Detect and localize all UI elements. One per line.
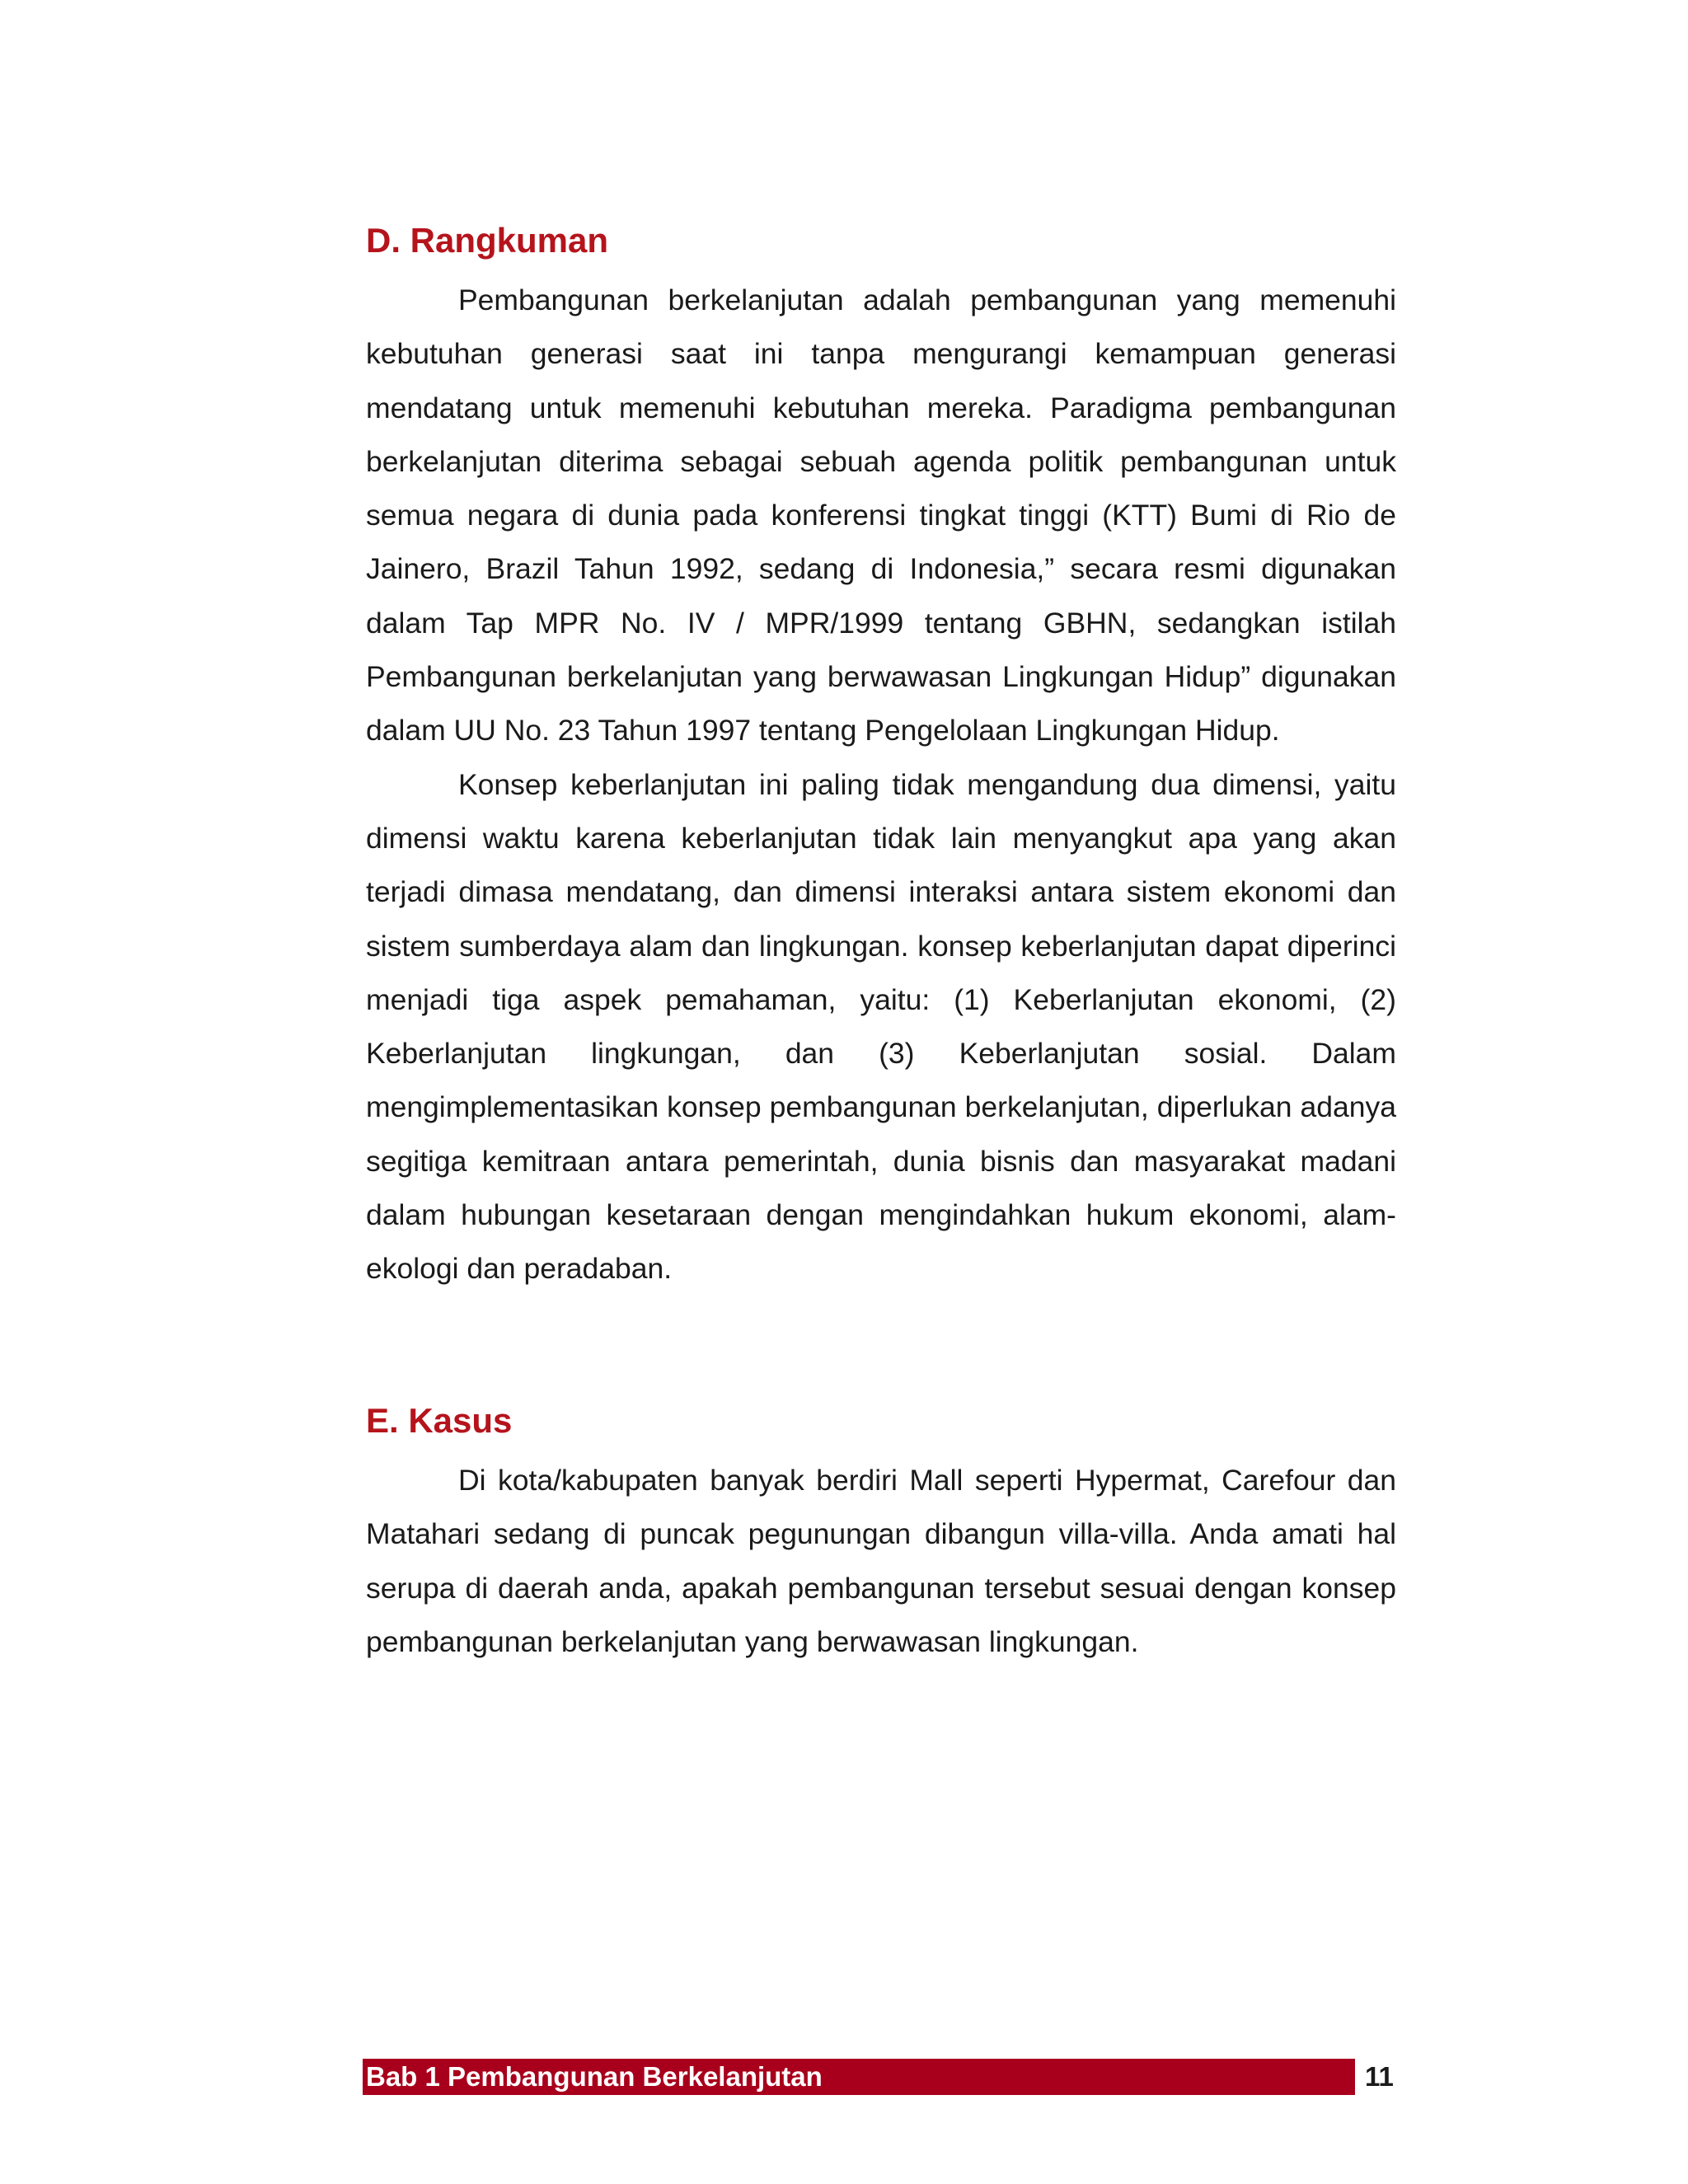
paragraph-rangkuman-1: Pembangunan berkelanjutan adalah pembangunan yang memenuhi kebutuhan generasi saat ini tanpa mengurangi kemampuan generasi mendatang untuk memenuhi kebutuhan mereka. Paradigma pembangunan berkelanjutan diterima sebagai sebuah agenda politik pembangunan untuk semua negara di dunia pada konferensi tingkat tinggi (KTT) Bumi di Rio de Jainero, Brazil Tahun 1992, sedang di Indonesia,” secara resmi digunakan dalam Tap MPR No. IV / MPR/1999 tentang GBHN, sedangkan istilah Pembangunan berkelanjutan yang berwawasan Lingkungan Hidup” digunakan dalam UU No. 23 Tahun 1997 tentang Pengelolaan Lingkungan Hidup.: [366, 284, 1396, 748]
footer-chapter-title: Bab 1 Pembangunan Berkelanjutan: [366, 2061, 823, 2092]
section-rangkuman: [366, 216, 1396, 1296]
section-heading-rangkuman: D. Rangkuman: [366, 221, 609, 260]
footer-bar: [363, 2059, 1355, 2095]
section-heading-kasus: E. Kasus: [366, 1401, 513, 1440]
section-kasus: [366, 1396, 1396, 1669]
paragraph-kasus-1: Di kota/kabupaten banyak berdiri Mall seperti Hypermat, Carefour dan Matahari sedang di puncak pegunungan dibangun villa-villa. Anda amati hal serupa di daerah anda, apakah pembangunan tersebut sesuai dengan konsep pembangunan berkelanjutan yang berwawasan lingkungan.: [366, 1464, 1396, 1658]
page-number: 11: [1365, 2061, 1394, 2092]
paragraph-rangkuman-2: Konsep keberlanjutan ini paling tidak mengandung dua dimensi, yaitu dimensi waktu karena keberlanjutan tidak lain menyangkut apa yang akan terjadi dimasa mendatang, dan dimensi interaksi antara sistem ekonomi dan sistem sumberdaya alam dan lingkungan. konsep keberlanjutan dapat diperinci menjadi tiga aspek pemahaman, yaitu: (1) Keberlanjutan ekonomi, (2) Keberlanjutan lingkungan, dan (3) Keberlanjutan sosial. Dalam mengimplementasikan konsep pembangunan berkelanjutan, diperlukan adanya segitiga kemitraan antara pemerintah, dunia bisnis dan masyarakat madani dalam hubungan kesetaraan dengan mengindahkan hukum ekonomi, alam-ekologi dan peradaban.: [366, 767, 1396, 1286]
